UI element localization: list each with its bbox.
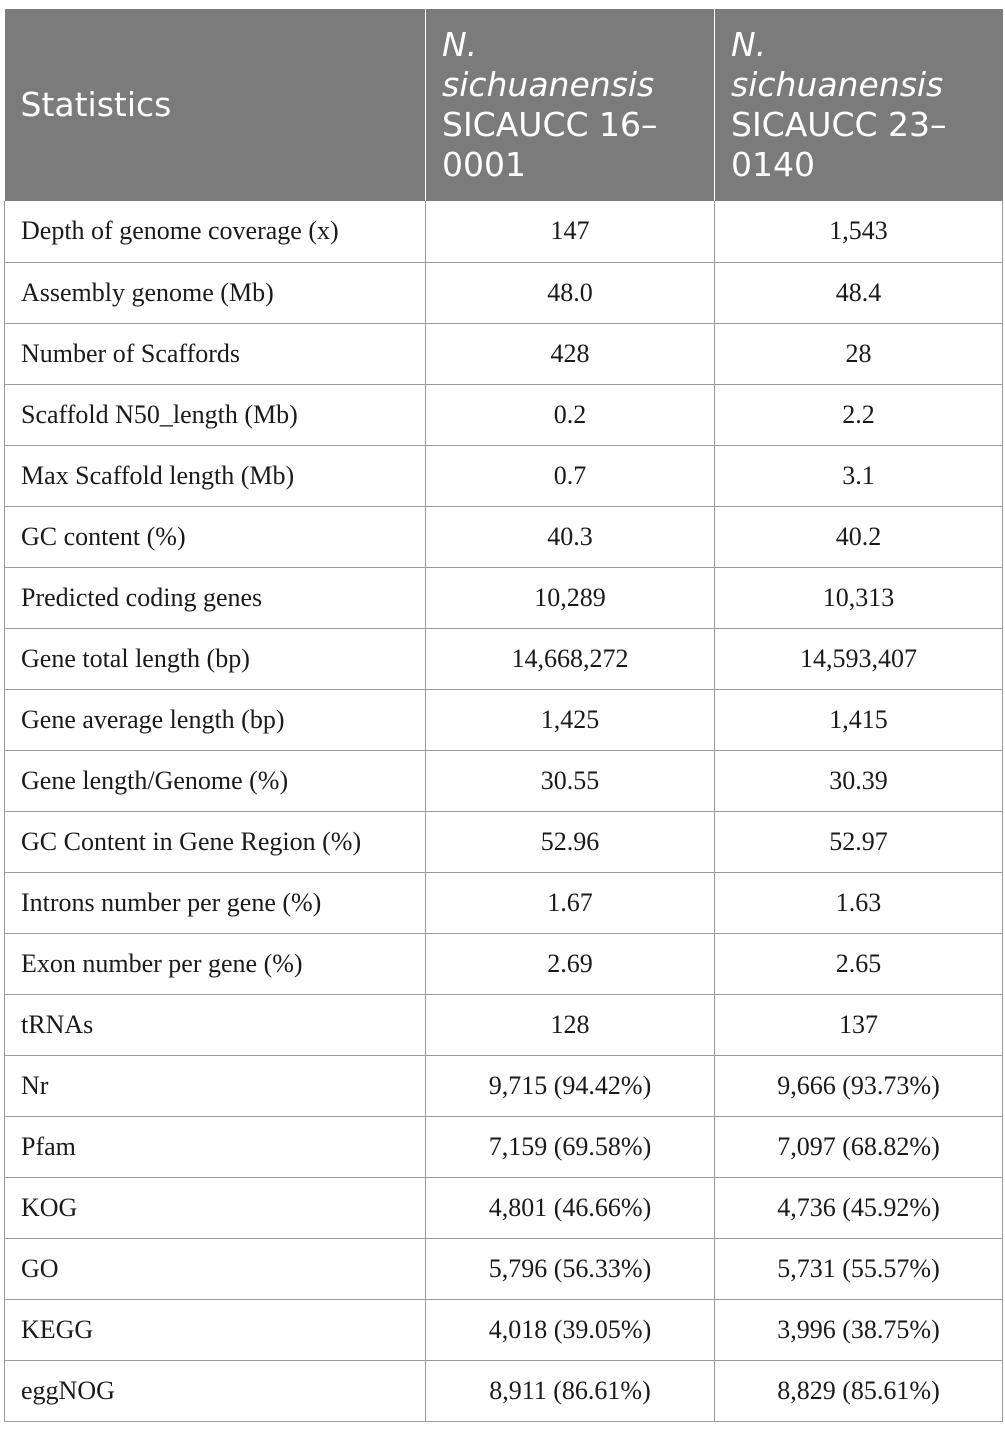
value-strain-16-0001: 0.7 xyxy=(426,445,715,506)
table-row xyxy=(5,750,1003,811)
header-species: N. sichuanensis xyxy=(442,25,655,104)
table-row xyxy=(5,1360,1003,1421)
value-strain-16-0001: 14,668,272 xyxy=(426,628,715,689)
header-row xyxy=(5,9,1003,201)
row-label: Gene average length (bp) xyxy=(5,689,426,750)
value-strain-23-0140: 14,593,407 xyxy=(715,628,1003,689)
value-strain-16-0001: 1.67 xyxy=(426,872,715,933)
row-label: Pfam xyxy=(5,1116,426,1177)
row-label: tRNAs xyxy=(5,994,426,1055)
table-row xyxy=(5,506,1003,567)
value-strain-23-0140: 48.4 xyxy=(715,262,1003,323)
header-statistics: Statistics xyxy=(5,9,426,201)
value-strain-23-0140: 52.97 xyxy=(715,811,1003,872)
row-label: Gene length/Genome (%) xyxy=(5,750,426,811)
value-strain-16-0001: 7,159 (69.58%) xyxy=(426,1116,715,1177)
value-strain-23-0140: 1,415 xyxy=(715,689,1003,750)
row-label: GC Content in Gene Region (%) xyxy=(5,811,426,872)
table-row xyxy=(5,384,1003,445)
table-row xyxy=(5,689,1003,750)
value-strain-16-0001: 0.2 xyxy=(426,384,715,445)
table-row xyxy=(5,262,1003,323)
value-strain-23-0140: 7,097 (68.82%) xyxy=(715,1116,1003,1177)
row-label: Introns number per gene (%) xyxy=(5,872,426,933)
table-row xyxy=(5,994,1003,1055)
table-row xyxy=(5,1238,1003,1299)
table-row xyxy=(5,811,1003,872)
table-row xyxy=(5,567,1003,628)
header-species: N. sichuanensis xyxy=(731,25,944,104)
value-strain-23-0140: 1.63 xyxy=(715,872,1003,933)
value-strain-23-0140: 2.2 xyxy=(715,384,1003,445)
value-strain-23-0140: 137 xyxy=(715,994,1003,1055)
row-label: Assembly genome (Mb) xyxy=(5,262,426,323)
row-label: Predicted coding genes xyxy=(5,567,426,628)
row-label: Exon number per gene (%) xyxy=(5,933,426,994)
row-label: KEGG xyxy=(5,1299,426,1360)
table-body xyxy=(5,201,1003,1421)
table-row xyxy=(5,1177,1003,1238)
value-strain-16-0001: 147 xyxy=(426,201,715,262)
value-strain-23-0140: 3.1 xyxy=(715,445,1003,506)
value-strain-23-0140: 40.2 xyxy=(715,506,1003,567)
table-row xyxy=(5,323,1003,384)
value-strain-16-0001: 1,425 xyxy=(426,689,715,750)
table-row xyxy=(5,201,1003,262)
table-row xyxy=(5,1299,1003,1360)
value-strain-23-0140: 30.39 xyxy=(715,750,1003,811)
value-strain-16-0001: 40.3 xyxy=(426,506,715,567)
value-strain-23-0140: 8,829 (85.61%) xyxy=(715,1360,1003,1421)
header-strain-16-0001 xyxy=(426,9,715,201)
row-label: Depth of genome coverage (x) xyxy=(5,201,426,262)
row-label: Scaffold N50_length (Mb) xyxy=(5,384,426,445)
table-row xyxy=(5,933,1003,994)
table-header xyxy=(5,9,1003,201)
table-row xyxy=(5,872,1003,933)
header-strain: SICAUCC 23–0140 xyxy=(731,105,947,184)
row-label: Gene total length (bp) xyxy=(5,628,426,689)
value-strain-16-0001: 4,018 (39.05%) xyxy=(426,1299,715,1360)
value-strain-16-0001: 48.0 xyxy=(426,262,715,323)
row-label: GO xyxy=(5,1238,426,1299)
value-strain-16-0001: 10,289 xyxy=(426,567,715,628)
value-strain-16-0001: 9,715 (94.42%) xyxy=(426,1055,715,1116)
table-row xyxy=(5,445,1003,506)
row-label: Max Scaffold length (Mb) xyxy=(5,445,426,506)
value-strain-23-0140: 9,666 (93.73%) xyxy=(715,1055,1003,1116)
value-strain-23-0140: 10,313 xyxy=(715,567,1003,628)
value-strain-16-0001: 128 xyxy=(426,994,715,1055)
header-strain-23-0140 xyxy=(715,9,1003,201)
table-row xyxy=(5,1055,1003,1116)
value-strain-23-0140: 5,731 (55.57%) xyxy=(715,1238,1003,1299)
value-strain-16-0001: 8,911 (86.61%) xyxy=(426,1360,715,1421)
row-label: Nr xyxy=(5,1055,426,1116)
row-label: KOG xyxy=(5,1177,426,1238)
row-label: eggNOG xyxy=(5,1360,426,1421)
row-label: GC content (%) xyxy=(5,506,426,567)
header-strain: SICAUCC 16–0001 xyxy=(442,105,658,184)
value-strain-23-0140: 2.65 xyxy=(715,933,1003,994)
value-strain-23-0140: 4,736 (45.92%) xyxy=(715,1177,1003,1238)
genome-statistics-table xyxy=(4,9,1003,1422)
table-row xyxy=(5,1116,1003,1177)
value-strain-16-0001: 30.55 xyxy=(426,750,715,811)
value-strain-16-0001: 52.96 xyxy=(426,811,715,872)
value-strain-16-0001: 2.69 xyxy=(426,933,715,994)
value-strain-16-0001: 5,796 (56.33%) xyxy=(426,1238,715,1299)
row-label: Number of Scaffords xyxy=(5,323,426,384)
value-strain-23-0140: 3,996 (38.75%) xyxy=(715,1299,1003,1360)
value-strain-16-0001: 428 xyxy=(426,323,715,384)
value-strain-16-0001: 4,801 (46.66%) xyxy=(426,1177,715,1238)
table-row xyxy=(5,628,1003,689)
value-strain-23-0140: 28 xyxy=(715,323,1003,384)
value-strain-23-0140: 1,543 xyxy=(715,201,1003,262)
